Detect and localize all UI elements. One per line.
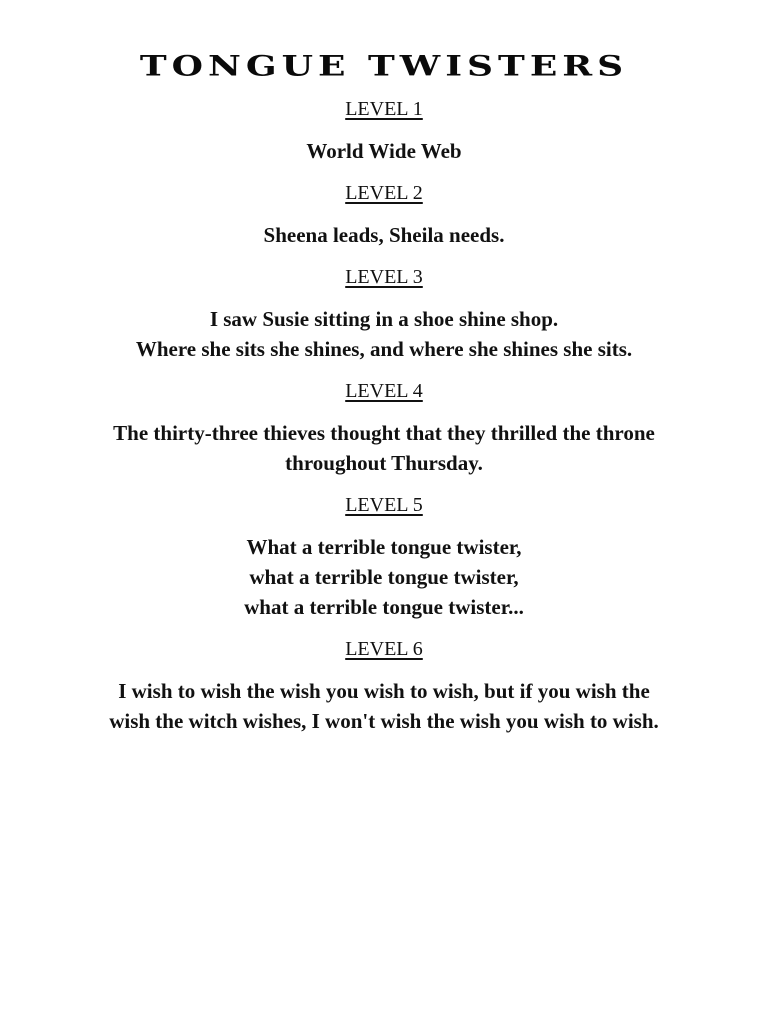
level-label: LEVEL 3	[345, 266, 423, 288]
level-label: LEVEL 1	[345, 98, 423, 120]
level-section	[0, 264, 768, 364]
tongue-twister-line: What a terrible tongue twister,	[246, 535, 522, 559]
tongue-twister-line: World Wide Web	[306, 139, 462, 163]
tongue-twister-text	[104, 418, 664, 478]
level-section	[0, 636, 768, 736]
document-title: TONGUE TWISTERS	[139, 49, 629, 83]
level-label: LEVEL 5	[345, 494, 423, 516]
tongue-twister-text	[104, 676, 664, 736]
tongue-twister-text	[104, 220, 664, 250]
tongue-twister-text	[104, 532, 664, 622]
tongue-twister-line: what a terrible tongue twister...	[244, 595, 524, 619]
level-section	[0, 180, 768, 250]
level-section	[0, 96, 768, 166]
tongue-twister-line: Where she sits she shines, and where she shines she sits.	[135, 337, 633, 361]
tongue-twister-text	[104, 136, 664, 166]
tongue-twister-text	[104, 304, 664, 364]
tongue-twister-line: I saw Susie sitting in a shoe shine shop.	[209, 307, 559, 331]
tongue-twister-line: Sheena leads, Sheila needs.	[263, 223, 505, 247]
level-label: LEVEL 4	[345, 380, 423, 402]
level-label: LEVEL 2	[345, 182, 423, 204]
tongue-twister-line: what a terrible tongue twister,	[249, 565, 519, 589]
level-section	[0, 492, 768, 622]
tongue-twister-line: The thirty-three thieves thought that they thrilled the throne throughout Thursday.	[113, 421, 655, 475]
level-label: LEVEL 6	[345, 638, 423, 660]
tongue-twister-line: I wish to wish the wish you wish to wish, but if you wish the wish the witch wishes, I won't wish the wish you wish to wish.	[109, 679, 659, 733]
level-section	[0, 378, 768, 478]
